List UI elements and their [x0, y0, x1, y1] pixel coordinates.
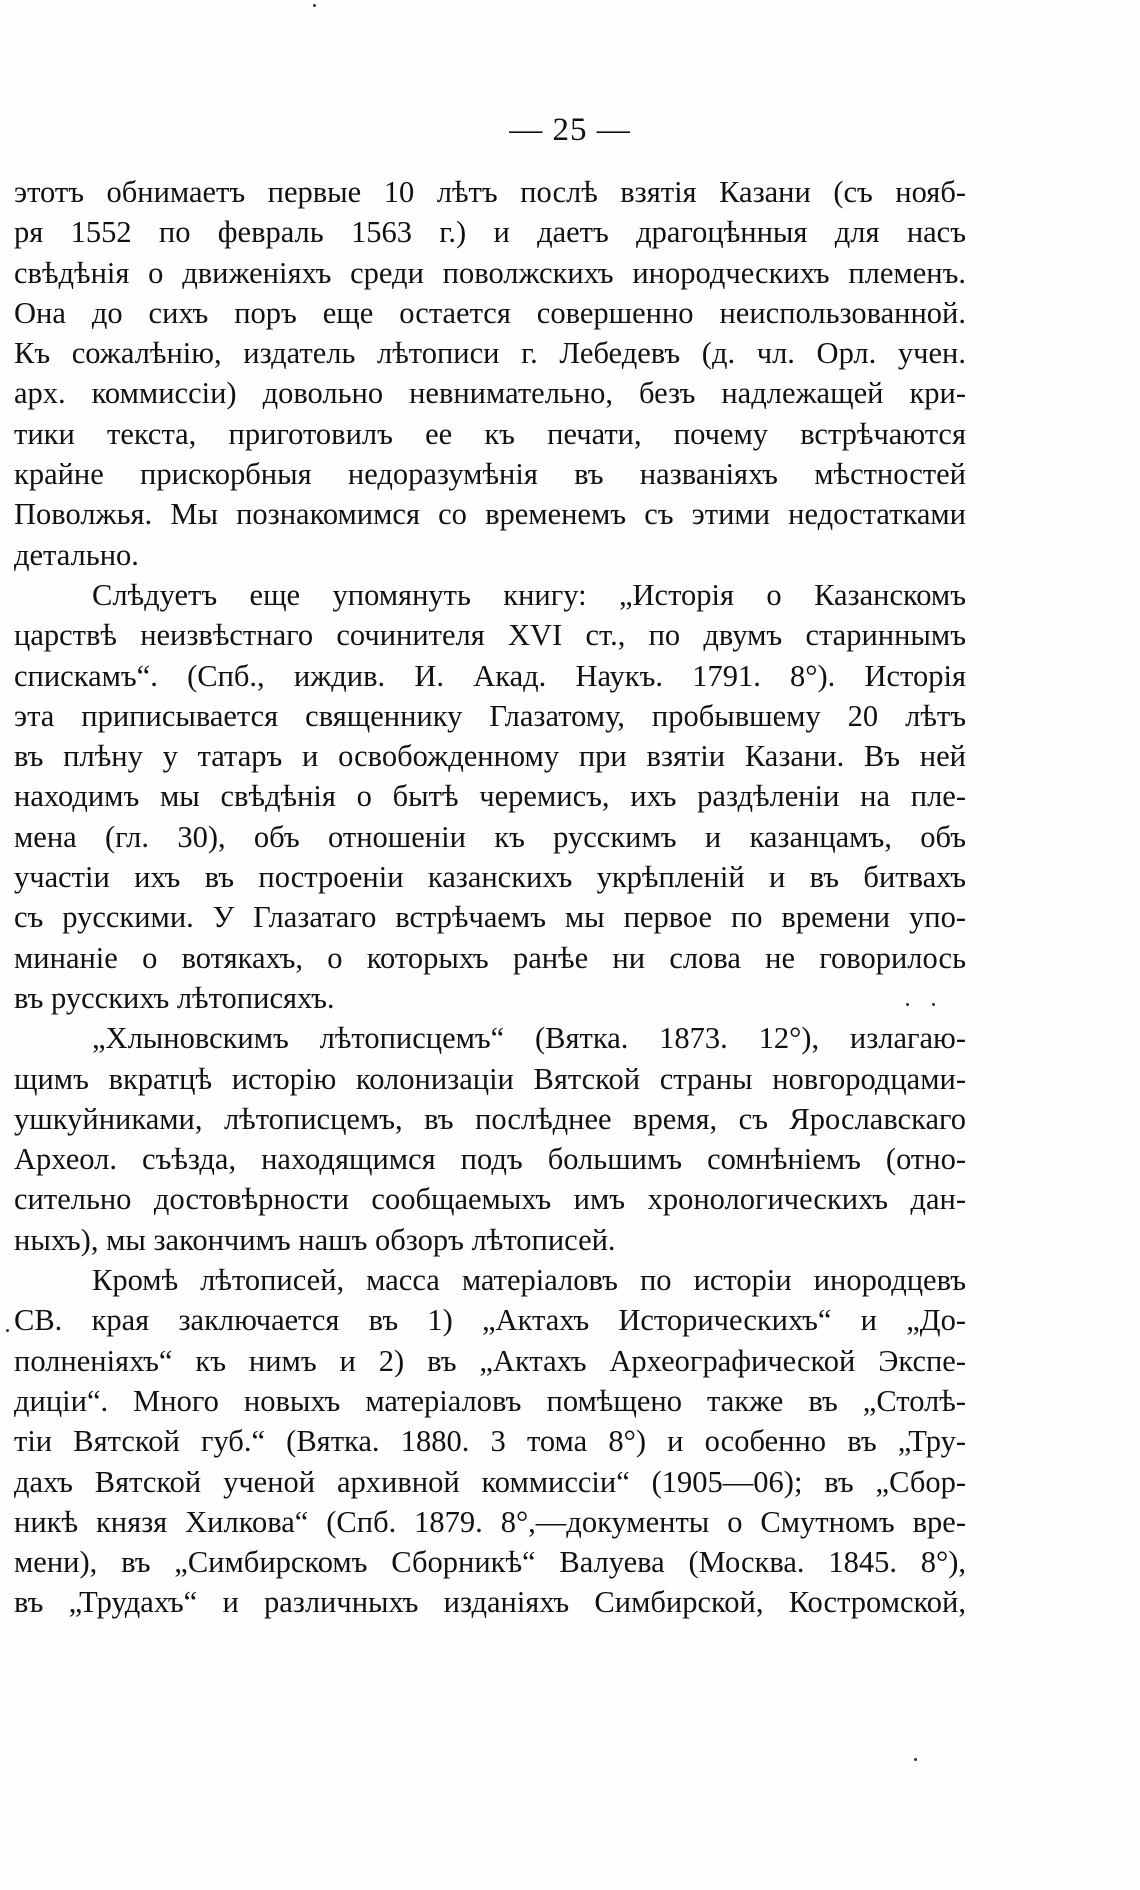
text-line: царствѣ неизвѣстнаго сочинителя XVI ст., по двумъ стариннымъ [14, 618, 966, 653]
text-line: мена (гл. 30), объ отношеніи къ русскимъ и казанцамъ, объ [14, 819, 966, 854]
text-line: Поволжья. Мы познакомимся со временемъ съ этими недостатками [14, 497, 966, 532]
print-speck [914, 1758, 917, 1761]
text-line: находимъ мы свѣдѣнія о бытѣ черемисъ, ихъ раздѣленіи на пле- [14, 779, 966, 814]
text-line: детально. [14, 537, 139, 572]
text-line: ушкуйниками, лѣтописцемъ, въ послѣднее время, съ Ярославскаго [14, 1101, 966, 1136]
text-line: въ русскихъ лѣтописяхъ. [14, 980, 335, 1015]
text-line: дахъ Вятской ученой архивной коммиссіи“ (1905—06); въ „Сбор- [14, 1464, 966, 1499]
text-line: ря 1552 по февраль 1563 г.) и даетъ драгоцѣнныя для насъ [14, 215, 966, 250]
text-line: Кромѣ лѣтописей, масса матеріаловъ по исторіи инородцевъ [92, 1263, 966, 1298]
print-speck [6, 1329, 9, 1332]
print-speck [932, 1003, 935, 1006]
text-line: щимъ вкратцѣ исторію колонизаціи Вятской страны новгородцами- [14, 1061, 966, 1096]
text-line: свѣдѣнія о движеніяхъ среди поволжскихъ инородческихъ племенъ. [14, 255, 966, 290]
page-number: — 25 — [509, 112, 631, 148]
print-speck [313, 4, 316, 7]
text-line: сительно достовѣрности сообщаемыхъ имъ хронологическихъ дан- [14, 1182, 966, 1217]
text-line: въ плѣну у татаръ и освобожденному при взятіи Казани. Въ ней [14, 739, 966, 774]
text-line: ныхъ), мы закончимъ нашъ обзоръ лѣтописей. [14, 1222, 616, 1257]
text-line: диціи“. Много новыхъ матеріаловъ помѣщено также въ „Столѣ- [14, 1383, 966, 1418]
text-line: участіи ихъ въ построеніи казанскихъ укрѣпленій и въ битвахъ [14, 860, 966, 895]
text-line: въ „Трудахъ“ и различныхъ изданіяхъ Симбирской, Костромской, [14, 1585, 966, 1620]
text-line: Слѣдуетъ еще упомянуть книгу: „Исторія о Казанскомъ [92, 577, 966, 612]
text-line: этотъ обнимаетъ первые 10 лѣтъ послѣ взятія Казани (съ нояб- [14, 175, 966, 209]
text-line: „Хлыновскимъ лѣтописцемъ“ (Вятка. 1873. 12°), излагаю- [92, 1021, 966, 1056]
text-line: Археол. съѣзда, находящимся подъ большимъ сомнѣніемъ (отно- [14, 1142, 966, 1177]
text-line: Она до сихъ поръ еще остается совершенно неиспользованной. [14, 295, 966, 330]
text-line: съ русскими. У Глазатаго встрѣчаемъ мы первое по времени упо- [14, 900, 966, 935]
text-line: минаніе о вотякахъ, о которыхъ ранѣе ни слова не говорилось [14, 940, 966, 975]
text-line: полненіяхъ“ къ нимъ и 2) въ „Актахъ Археографической Экспе- [14, 1343, 966, 1378]
text-line: эта приписывается священнику Глазатому, пробывшему 20 лѣтъ [14, 698, 966, 733]
text-line: арх. коммиссіи) довольно невнимательно, безъ надлежащей кри- [14, 376, 966, 411]
text-line: мени), въ „Симбирскомъ Сборникѣ“ Валуева (Москва. 1845. 8°), [14, 1545, 966, 1580]
text-line: спискамъ“. (Спб., иждив. И. Акад. Наукъ. 1791. 8°). Исторія [14, 658, 966, 693]
print-speck [906, 1003, 909, 1006]
text-line: тіи Вятской губ.“ (Вятка. 1880. 3 тома 8°) и особенно въ „Тру- [14, 1424, 966, 1459]
text-line: крайне прискорбныя недоразумѣнія въ названіяхъ мѣстностей [14, 457, 966, 492]
body-text [14, 172, 966, 1623]
text-line: Къ сожалѣнію, издатель лѣтописи г. Лебедевъ (д. чл. Орл. учен. [14, 336, 966, 371]
text-line: тики текста, приготовилъ ее къ печати, почему встрѣчаются [14, 416, 966, 451]
text-line: никѣ князя Хилкова“ (Спб. 1879. 8°,—документы о Смутномъ вре- [14, 1504, 966, 1539]
text-line: СВ. края заключается въ 1) „Актахъ Историческихъ“ и „До- [14, 1303, 966, 1338]
